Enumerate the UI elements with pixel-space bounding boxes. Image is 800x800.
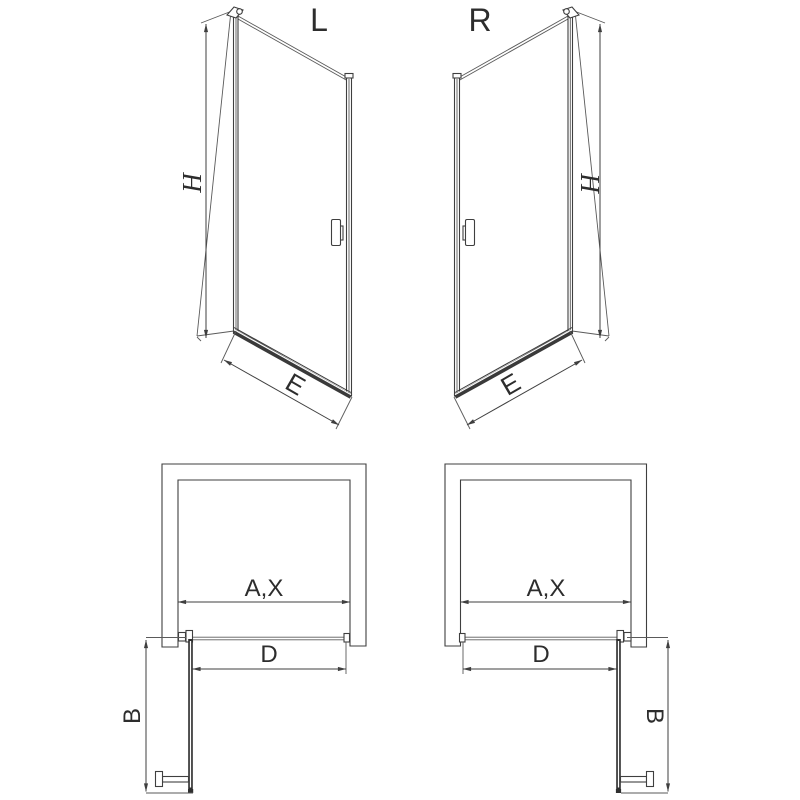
pivot-knob-icon xyxy=(237,9,243,15)
open-door-line xyxy=(188,639,193,793)
wall-stop-profile xyxy=(344,634,350,643)
door-width-dimension xyxy=(193,641,347,674)
opening-label: A,X xyxy=(526,575,566,602)
plan-door-handle xyxy=(621,772,654,787)
hatched-wall xyxy=(445,464,647,647)
width-label: E xyxy=(280,366,311,402)
elevation-left xyxy=(177,2,353,429)
open-door-line xyxy=(616,639,621,793)
front-profile xyxy=(345,74,353,397)
opening-dimension xyxy=(461,575,632,602)
height-dimension xyxy=(574,11,609,341)
plan-right xyxy=(445,464,668,793)
projection-label: B xyxy=(641,707,668,725)
projection-dimension xyxy=(119,638,193,794)
glass-panel xyxy=(458,16,568,394)
plan-left xyxy=(119,464,366,793)
height-label: H xyxy=(177,173,207,193)
door-width-dimension xyxy=(463,641,617,674)
projection-dimension xyxy=(621,638,668,794)
height-label: H xyxy=(575,173,605,193)
pivot-knob-icon xyxy=(564,9,570,15)
variant-label-right: R xyxy=(468,2,492,38)
opening-dimension xyxy=(178,575,350,602)
front-profile xyxy=(453,74,461,397)
height-dimension xyxy=(177,11,232,341)
hatched-wall xyxy=(162,464,366,647)
elevation-right xyxy=(453,2,609,429)
variant-label-left: L xyxy=(310,2,328,38)
plan-door-handle xyxy=(156,772,189,787)
glass-panel xyxy=(238,16,348,394)
door-width-label: D xyxy=(260,641,278,668)
projection-label: B xyxy=(119,707,146,725)
wall-stop-profile xyxy=(460,634,466,643)
width-label: E xyxy=(495,366,526,402)
opening-label: A,X xyxy=(244,575,284,602)
door-width-label: D xyxy=(532,641,550,668)
